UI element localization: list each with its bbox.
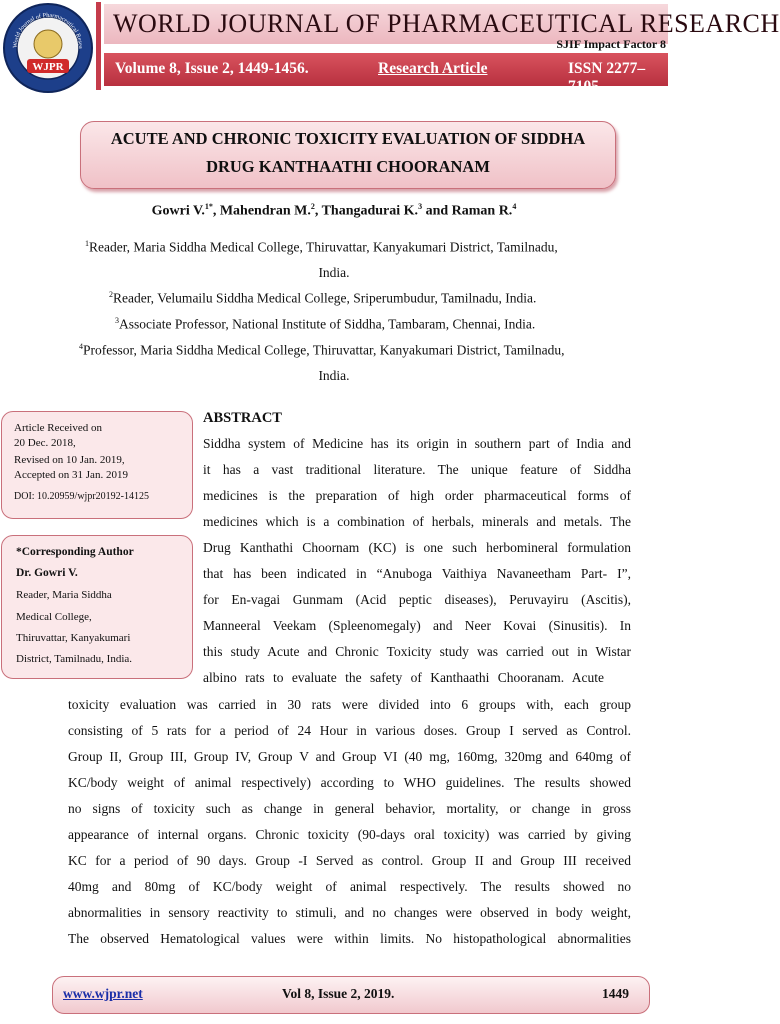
corresponding-heading: *Corresponding Author: [16, 546, 134, 558]
corresponding-name: Dr. Gowri V.: [16, 567, 78, 579]
author-sup: 2: [310, 202, 315, 211]
abstract-line: medicines which is a combination of herbals, minerals and metals. The: [203, 514, 631, 529]
abstract-line: KC/body weight of animal respectively) according to WHO guidelines. The results showed: [68, 775, 631, 790]
abstract-line: this study Acute and Chronic Toxicity study was carried out in Wistar: [203, 644, 631, 659]
affiliation-3: [115, 316, 535, 333]
author-name: Gowri V.: [151, 203, 205, 219]
abstract-line: Group II, Group III, Group IV, Group V and Group VI (40 mg, 160mg, 320mg and 640mg of: [68, 749, 631, 764]
received-line: Article Received on: [14, 422, 102, 434]
author-name: Thangadurai K.: [321, 203, 419, 219]
affiliation-4-cont: India.: [318, 368, 350, 383]
received-line: Revised on 10 Jan. 2019,: [14, 454, 125, 466]
affiliation-text: Associate Professor, National Institute of Siddha, Tambaram, Chennai, India.: [119, 316, 536, 332]
article-title-line-1: ACUTE AND CHRONIC TOXICITY EVALUATION OF SIDDHA: [110, 129, 586, 148]
impact-factor: SJIF Impact Factor 8: [556, 37, 666, 51]
issn: ISSN 2277– 7105: [568, 60, 646, 95]
author-sep: ,: [314, 203, 322, 219]
article-type-link[interactable]: Research Article: [378, 60, 488, 77]
corresponding-author-box: [1, 535, 193, 679]
abstract-line: medicines is the preparation of high order pharmaceutical forms of: [203, 488, 631, 503]
issue-info-band: [104, 53, 668, 95]
abstract-line: albino rats to evaluate the safety of Kanthaathi Chooranam. Acute: [203, 670, 604, 685]
author-sup: 1*: [204, 202, 213, 211]
abstract-line: no signs of toxicity such as change in general behavior, mortality, or change in gross: [68, 801, 631, 816]
received-line: Accepted on 31 Jan. 2019: [14, 469, 128, 481]
affiliation-sup: 4: [79, 342, 83, 351]
corresponding-line: District, Tamilnadu, India.: [16, 653, 133, 665]
affiliation-1-cont: India.: [318, 265, 350, 280]
logo-emblem-icon: [5, 5, 91, 91]
author-sep: and: [422, 203, 452, 219]
journal-url-link[interactable]: www.wjpr.net: [63, 986, 143, 1001]
abstract-line: that has been indicated in “Anuboga Vaithiya Navaneetham Part- I”,: [203, 566, 631, 581]
article-title-line-2: DRUG KANTHAATHI CHOORANAM: [206, 157, 490, 176]
author-list: [0, 202, 668, 220]
author-name: Mahendran M.: [219, 203, 311, 219]
abstract-line: KC for a period of 90 days. Group -I Served as control. Group II and Group III received: [68, 853, 631, 868]
abstract-line: Siddha system of Medicine has its origin in southern part of India and: [203, 436, 631, 451]
author-sup: 3: [418, 202, 423, 211]
abstract-line: it has a vast traditional literature. The unique feature of Siddha: [203, 462, 631, 477]
author-sup: 4: [512, 202, 517, 211]
corresponding-line: Medical College,: [16, 611, 92, 623]
header-divider: [96, 2, 101, 90]
abstract-line: abnormalities in sensory reactivity to stimuli, and no changes were observed in body weight,: [68, 905, 631, 920]
corresponding-line: Thiruvattar, Kanyakumari: [16, 632, 131, 644]
corresponding-line: Reader, Maria Siddha: [16, 589, 112, 601]
article-dates-box: [1, 411, 193, 519]
affiliation-sup: 1: [85, 239, 89, 248]
journal-title: WORLD JOURNAL OF PHARMACEUTICAL RESEARCH: [113, 9, 780, 38]
affiliation-sup: 3: [115, 316, 119, 325]
abstract-line: for En-vagai Gunmam (Acid peptic diseases), Peruvayiru (Ascitis),: [203, 592, 631, 607]
affiliation-text: Reader, Velumailu Siddha Medical College, Sriperumbudur, Tamilnadu, India.: [113, 290, 537, 306]
doi[interactable]: DOI: 10.20959/wjpr20192-14125: [14, 491, 149, 502]
abstract-heading: ABSTRACT: [203, 410, 282, 426]
abstract-line: consisting of 5 rats for a period of 24 Hour in various doses. Group I served as Control.: [68, 723, 631, 738]
logo-ring-text: World Journal of Pharmaceutical Resea: [11, 12, 85, 49]
abstract-line: Manneeral Veekam (Spleenomegaly) and Neer Kovai (Sinusitis). In: [203, 618, 631, 633]
affiliation-sup: 2: [109, 290, 113, 299]
volume-info: Volume 8, Issue 2, 1449-1456.: [115, 60, 309, 77]
abstract-line: toxicity evaluation was carried in 30 rats were divided into 6 groups with, each group: [68, 697, 631, 712]
page-number: 1449: [602, 986, 629, 1001]
page-footer: [52, 976, 650, 1014]
abstract-line: Drug Kanthathi Choornam (KC) is one such herbomineral formulation: [203, 540, 631, 555]
author-sep: ,: [212, 203, 220, 219]
affiliation-1: [85, 239, 558, 256]
affiliation-4: [79, 342, 565, 359]
journal-logo: [3, 3, 93, 93]
article-title-box: [80, 121, 616, 189]
affiliation-2: [109, 290, 536, 307]
abstract-line: The observed Hematological values were within limits. No histopathological abnormalities: [68, 931, 631, 946]
affiliation-text: Professor, Maria Siddha Medical College, Thiruvattar, Kanyakumari District, Tamilnadu,: [83, 342, 565, 358]
author-name: Raman R.: [451, 203, 513, 219]
logo-text: WJPR: [32, 61, 64, 73]
affiliation-text: Reader, Maria Siddha Medical College, Thiruvattar, Kanyakumari District, Tamilnadu,: [89, 239, 558, 255]
footer-volume: Vol 8, Issue 2, 2019.: [282, 986, 395, 1001]
received-line: 20 Dec. 2018,: [14, 437, 76, 449]
abstract-line: appearance of internal organs. Chronic toxicity (90-days oral toxicity) was carried by giving: [68, 827, 631, 842]
abstract-line: 40mg and 80mg of KC/body weight of animal respectively. The results showed no: [68, 879, 631, 894]
